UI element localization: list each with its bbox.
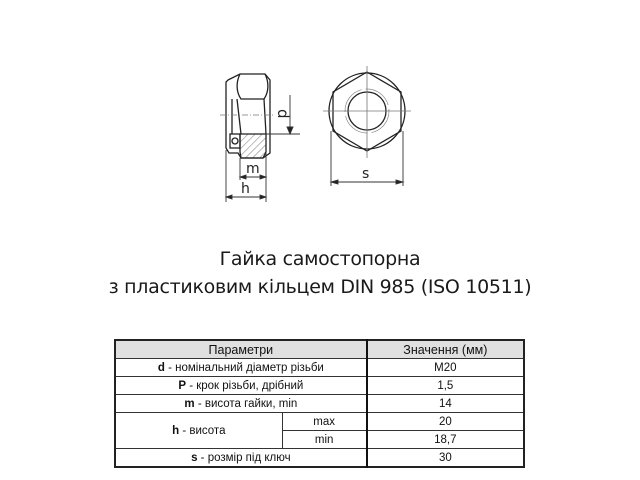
- product-title-line1: Гайка самостопорна: [219, 248, 421, 270]
- sub-label-min: min: [282, 431, 367, 449]
- nut-technical-drawing: [0, 0, 640, 230]
- param-cell: [115, 377, 367, 395]
- param-symbol: m: [184, 397, 195, 410]
- table-row: [115, 413, 524, 431]
- side-view: [226, 74, 270, 158]
- header-values: Значення (мм): [367, 340, 524, 359]
- label-m: m: [246, 161, 260, 177]
- specifications-table: [114, 339, 525, 468]
- param-symbol: s: [191, 451, 198, 464]
- param-desc: - номінальний діаметр різьби: [164, 361, 324, 374]
- table-row: [115, 377, 524, 395]
- param-desc: - крок різьби, дрібний: [186, 379, 304, 392]
- value-cell: 1,5: [367, 377, 524, 395]
- param-cell: [115, 395, 367, 413]
- param-symbol: d: [157, 361, 165, 374]
- value-cell: 20: [367, 413, 524, 431]
- value-cell: M20: [367, 359, 524, 377]
- value-cell: 18,7: [367, 431, 524, 449]
- param-symbol: P: [178, 379, 186, 392]
- param-cell: [115, 359, 367, 377]
- product-title-line2: з пластиковим кільцем DIN 985 (ISO 10511): [108, 276, 532, 298]
- header-params: Параметри: [115, 340, 367, 359]
- table-row: [115, 359, 524, 377]
- table-row: [115, 395, 524, 413]
- table-header-row: [115, 340, 524, 359]
- value-cell: 30: [367, 449, 524, 468]
- param-desc: - висота гайки, min: [194, 397, 298, 410]
- value-cell: 14: [367, 395, 524, 413]
- param-cell: [115, 413, 282, 449]
- table-row: [115, 449, 524, 468]
- label-d: d: [274, 109, 292, 119]
- label-s: s: [362, 166, 370, 182]
- param-cell: [115, 449, 367, 468]
- label-h: h: [241, 181, 250, 197]
- sub-label-max: max: [282, 413, 367, 431]
- param-desc: - розмір під ключ: [197, 451, 291, 464]
- param-desc: - висота: [179, 424, 226, 437]
- param-symbol: h: [172, 424, 180, 437]
